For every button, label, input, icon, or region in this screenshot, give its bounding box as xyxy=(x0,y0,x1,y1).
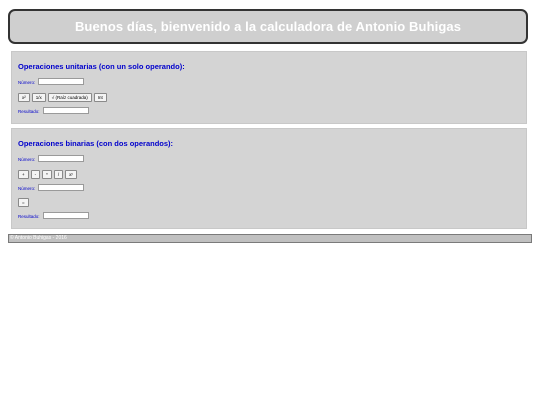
power-button[interactable]: xʸ xyxy=(65,170,77,179)
integer-button[interactable]: Int xyxy=(94,93,107,102)
binary-result-field[interactable] xyxy=(43,212,89,219)
copyright-text: © Antonio Buhigas - 2016 xyxy=(10,235,67,241)
binary-heading: Operaciones binarias (con dos operandos): xyxy=(18,139,174,148)
unary-result-label: Resultado: xyxy=(18,109,40,114)
subtract-button[interactable]: - xyxy=(31,170,41,179)
square-button[interactable]: x² xyxy=(18,93,30,102)
unary-number-label: Número: xyxy=(18,80,36,85)
square-root-button[interactable]: √ (Raíz cuadrada) xyxy=(48,93,92,102)
binary-number2-label: Número: xyxy=(18,186,36,191)
divide-button[interactable]: / xyxy=(54,170,63,179)
binary-number1-label: Número: xyxy=(18,157,36,162)
binary-button-row xyxy=(18,170,77,179)
binary-number1-input[interactable] xyxy=(38,155,84,162)
page-title: Buenos días, bienvenido a la calculadora de Antonio Buhigas xyxy=(74,19,462,34)
equals-button[interactable]: = xyxy=(18,198,29,207)
unary-button-row xyxy=(18,93,107,102)
footer xyxy=(8,234,532,243)
binary-result-label: Resultado: xyxy=(18,214,40,219)
reciprocal-button[interactable]: 1/x xyxy=(32,93,46,102)
unary-result-field[interactable] xyxy=(43,107,89,114)
unary-heading: Operaciones unitarias (con un solo operando): xyxy=(18,62,185,71)
binary-number2-input[interactable] xyxy=(38,184,84,191)
add-button[interactable]: + xyxy=(18,170,29,179)
unary-number-input[interactable] xyxy=(38,78,84,85)
unary-operations-section xyxy=(11,51,527,124)
page-header xyxy=(8,9,528,44)
binary-operations-section xyxy=(11,128,527,229)
multiply-button[interactable]: * xyxy=(42,170,52,179)
